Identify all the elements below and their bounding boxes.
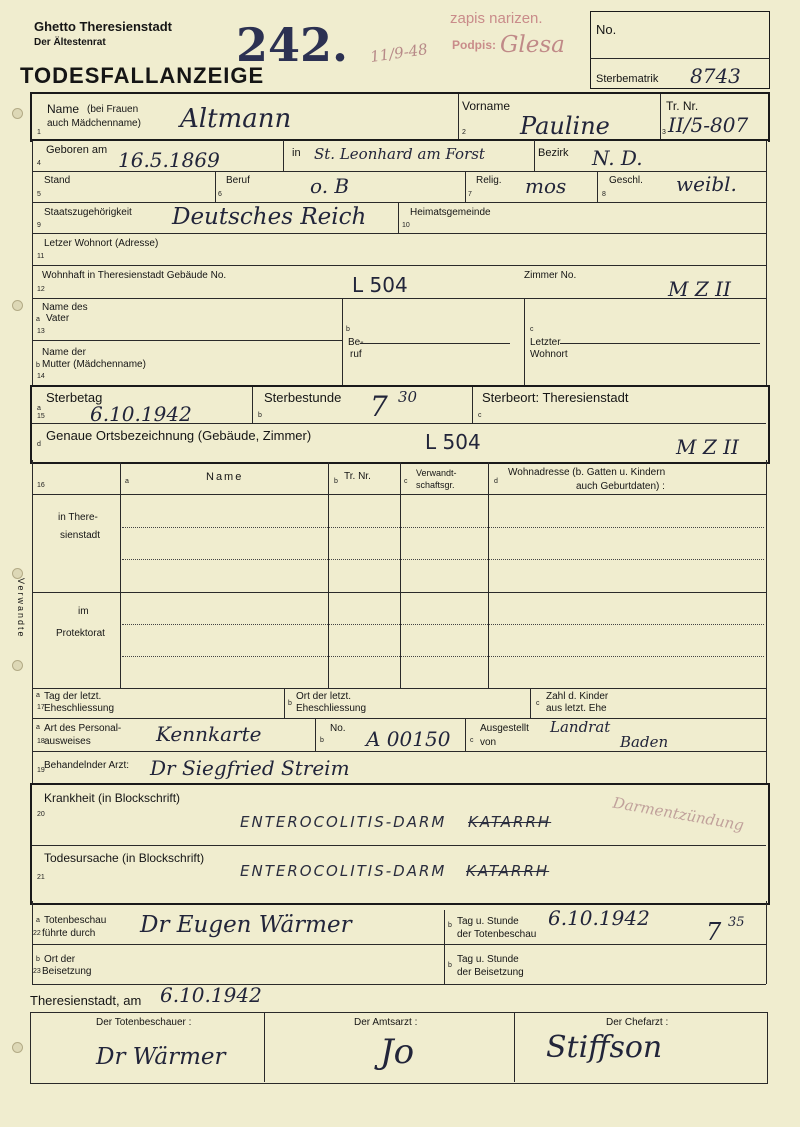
divider [465,171,466,202]
ortsbez-label: Genaue Ortsbezeichnung (Gebäude, Zimmer) [46,428,312,443]
row-divider [32,171,766,172]
table-border [766,901,767,984]
field-letter: b [334,478,338,485]
row-divider [30,139,768,141]
tag-stunde-label-1: Tag u. Stunde [457,916,519,927]
row-divider [32,592,766,593]
vater-label-1: Name des [42,302,88,313]
place-date-value: 6.10.1942 [160,983,262,1007]
field-letter: c [470,737,474,744]
table-border [766,140,767,385]
sterbestunde-minutes: 30 [398,388,418,406]
geboren-label: Geboren am [46,144,108,156]
letzter-label-1: Letzter [530,337,561,348]
trnr-value: II/5-807 [668,113,749,137]
tag-stunde-minutes: 35 [728,915,745,930]
col-verw-header-1: Verwandt- [416,468,457,478]
krankheit-value-a: ENTEROCOLITIS-DARM [240,813,447,831]
ursache-value-b: KATARRH [466,862,550,880]
row-divider [32,944,766,945]
vorname-value: Pauline [520,112,610,140]
dotted-row [122,559,764,560]
dotted-row [122,624,764,625]
org-name: Ghetto Theresienstadt [34,19,172,34]
reference-date: 11/9-48 [369,40,429,66]
ursache-value-a: ENTEROCOLITIS-DARM [240,862,447,880]
field-letter: b [346,326,350,333]
trnr-label: Tr. Nr. [666,99,699,113]
field-number: 9 [37,222,41,229]
field-number: 11 [37,253,45,260]
totenbeschau-label-2: führte durch [42,928,96,939]
divider [215,171,216,202]
field-letter: a [36,316,40,323]
field-number: 17 [37,704,45,711]
mutter-label-1: Name der [42,347,86,358]
krankheit-margin-note: Darmentzündung [611,793,746,835]
sterbematrik-label: Sterbematrik [596,73,659,85]
divider [488,462,489,688]
ort-beisetzung-label-1: Ort der [44,954,76,965]
field-letter: b [448,922,452,929]
krankheit-label: Krankheit (in Blockschrift) [44,791,181,805]
arzt-value: Dr Siegfried Streim [150,756,350,780]
group-theresienstadt-2: sienstadt [60,530,101,541]
field-number: 16 [37,482,45,489]
field-number: 22 [33,930,41,937]
ausgestellt-value-2: Baden [620,733,669,751]
zimmer-value: M Z II [668,277,731,301]
sig2-label: Der Amtsarzt : [354,1017,418,1028]
no-label: No. [596,22,617,37]
group-protektorat-1: im [78,606,89,617]
wohnhaft-label: Wohnhaft in Theresienstadt Gebäude No. [42,270,227,281]
row-divider [360,343,510,344]
field-letter: c [478,412,482,419]
row-divider [32,845,766,846]
sig3-signature: Stiffson [546,1030,663,1065]
field-letter: d [494,478,498,485]
letzter-label-2: Wohnort [530,349,568,360]
punch-hole [12,108,23,119]
punch-hole [12,660,23,671]
name-label-note: (bei Frauen [87,104,139,115]
sig1-label: Der Totenbeschauer : [96,1017,192,1028]
geschl-label: Geschl. [609,175,643,186]
divider [444,910,445,984]
sterbeort-label: Sterbeort: Theresienstadt [482,390,629,405]
field-letter: a [36,724,40,731]
punch-hole [12,300,23,311]
totenbeschau-value: Dr Eugen Wärmer [140,912,352,938]
divider [534,140,535,171]
divider [400,462,401,688]
vater-label-2: Vater [46,313,70,324]
ehe-ort-label-2: Eheschliessung [296,703,367,714]
form-title: TODESFALLANZEIGE [20,63,265,88]
divider [472,387,473,423]
ort-beisetzung-label-2: Beisetzung [42,966,92,977]
field-letter: c [530,326,534,333]
field-number: 13 [37,328,45,335]
divider [465,718,466,751]
field-letter: a [37,405,41,412]
col-verw-header-2: schaftsgr. [416,480,455,490]
divider [590,58,770,59]
geboren-value: 16.5.1869 [118,148,220,172]
row-divider [32,202,766,203]
tag-stunde-label-2: der Totenbeschau [457,929,537,940]
col-wohn-header-1: Wohnadresse (b. Gatten u. Kindern [508,467,666,478]
row-divider [32,494,766,495]
group-protektorat-2: Protektorat [56,628,105,639]
sig3-label: Der Chefarzt : [606,1017,669,1028]
relatives-side-label: Verwandte [16,578,26,639]
staat-label: Staatszugehörigkeit [44,207,132,218]
divider [284,688,285,718]
field-letter: c [536,700,540,707]
beruf-value: o. B [310,174,350,198]
field-letter: b [320,737,324,744]
row-divider [32,751,766,752]
field-number: 23 [33,968,41,975]
ausgestellt-label-1: Ausgestellt [480,723,529,734]
ausweis-value: Kennkarte [156,722,262,746]
field-letter: b [258,412,262,419]
field-number: 2 [462,129,466,136]
ausweis-no-label: No. [330,723,346,734]
geschl-value: weibl. [676,172,737,196]
field-letter: b [36,956,40,963]
tag-beisetzung-label-2: der Beisetzung [457,967,524,978]
relig-label: Relig. [476,175,502,186]
wohnort-label: Letzer Wohnort (Adresse) [44,238,159,249]
table-border [766,460,767,688]
ursache-label: Todesursache (in Blockschrift) [44,851,205,865]
row-divider [560,343,760,344]
divider [660,94,661,140]
row-divider [32,265,766,266]
row-divider [32,718,766,719]
divider [252,387,253,423]
tag-stunde-time: 7 [706,918,722,946]
sterbestunde-value: 7 [370,390,388,423]
divider [398,202,399,233]
kinder-label-1: Zahl d. Kinder [546,691,609,702]
field-letter: a [36,917,40,924]
table-border [32,140,33,385]
relig-value: mos [525,174,567,198]
divider [514,1012,515,1082]
field-number: 14 [37,373,45,380]
col-wohn-header-2: auch Geburtdaten) : [576,481,665,492]
row-divider [32,340,342,341]
ehe-tag-label-2: Eheschliessung [44,703,115,714]
heimat-label: Heimatsgemeinde [410,207,491,218]
sig1-signature: Dr Wärmer [96,1044,226,1070]
ehe-ort-label-1: Ort der letzt. [296,691,352,702]
field-number: 3 [662,129,666,136]
mutter-label-2: Mutter (Mädchenname) [42,359,146,370]
divider [120,462,121,688]
sig2-signature: Jo [380,1032,415,1072]
divider [597,171,598,202]
beruf2-label-2: ruf [350,349,362,360]
row-divider [32,984,766,985]
field-number: 20 [37,811,45,818]
ausweis-label-2: ausweises [44,736,91,747]
beruf2-label-1: Be- [348,337,364,348]
in-value: St. Leonhard am Forst [314,145,485,163]
row-divider [32,688,766,689]
table-border [32,688,33,785]
field-number: 6 [218,191,222,198]
field-number: 15 [37,413,45,420]
field-letter: b [36,362,40,369]
name-value: Altmann [180,104,292,134]
table-border [766,688,767,785]
sterbestunde-label: Sterbestunde [264,390,342,405]
name-box [30,92,770,142]
divider [315,718,316,751]
org-subtitle: Der Ältestenrat [34,37,106,48]
vorname-label: Vorname [462,99,511,113]
field-number: 10 [402,222,410,229]
divider [342,298,343,385]
field-number: 8 [602,191,606,198]
field-number: 18 [37,738,45,745]
divider [530,688,531,718]
group-theresienstadt-1: in There- [58,512,98,523]
divider [458,94,459,140]
ausgestellt-label-2: von [480,737,497,748]
arzt-label: Behandelnder Arzt: [44,760,130,771]
name-label-note2: auch Mädchenname) [47,118,141,129]
ortsbez-value: L 504 [425,430,481,454]
ausweis-label-1: Art des Personal- [44,723,122,734]
field-letter: b [288,700,292,707]
krankheit-value-b: KATARRH [468,813,552,831]
divider [264,1012,265,1082]
row-divider [32,298,766,299]
field-number: 4 [37,160,41,167]
punch-hole [12,1042,23,1053]
stamp-signed-label: Podpis: [452,38,496,52]
tag-beisetzung-label-1: Tag u. Stunde [457,954,519,965]
in-label: in [292,147,301,159]
field-number: 21 [37,874,45,881]
col-name-header: Name [206,471,244,483]
dotted-row [122,527,764,528]
dotted-row [122,656,764,657]
stamp-signature: Glesa [500,32,565,58]
wohnhaft-value: L 504 [352,273,408,297]
ehe-tag-label-1: Tag der letzt. [44,691,102,702]
bezirk-value: N. D. [592,146,643,170]
stand-label: Stand [44,175,71,186]
field-number: 12 [37,286,45,293]
bezirk-label: Bezirk [538,147,569,159]
reference-number: 242. [236,18,349,72]
place-date-label: Theresienstadt, am [30,993,142,1008]
row-divider [32,233,766,234]
field-number: 7 [468,191,472,198]
field-letter: a [125,478,129,485]
ortsbez-value-2: M Z II [676,435,739,459]
field-letter: b [448,962,452,969]
field-number: 19 [37,767,45,774]
field-number: 1 [37,129,41,136]
staat-value: Deutsches Reich [172,204,367,230]
kinder-label-2: aus letzt. Ehe [546,703,607,714]
stamp-text: zapis narizen. [450,10,543,27]
field-number: 5 [37,191,41,198]
divider [283,140,284,171]
ausgestellt-value-1: Landrat [550,718,611,736]
zimmer-label: Zimmer No. [524,270,577,281]
field-letter: a [36,692,40,699]
divider [328,462,329,688]
beruf-label: Beruf [226,175,250,186]
sterbetag-label: Sterbetag [46,390,103,405]
sterbetag-value: 6.10.1942 [90,402,192,426]
field-letter: d [37,441,41,448]
name-label: Name [47,102,80,116]
totenbeschau-label-1: Totenbeschau [44,915,107,926]
tag-stunde-value: 6.10.1942 [548,906,650,930]
col-trnr-header: Tr. Nr. [344,471,371,482]
ausweis-no-value: A 00150 [366,727,451,751]
divider [524,298,525,385]
field-letter: c [404,478,408,485]
sterbematrik-value: 8743 [690,64,741,88]
